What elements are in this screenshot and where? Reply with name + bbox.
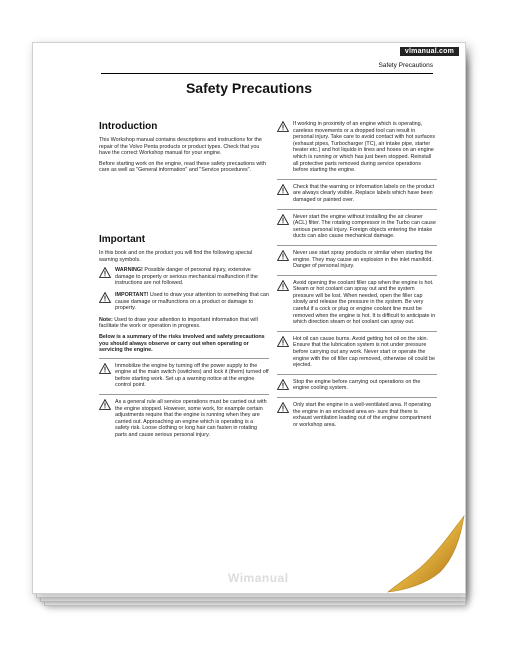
center-watermark: Wimanual: [228, 571, 289, 585]
safety-item: [99, 399, 269, 439]
warning-triangle-icon: [277, 214, 289, 225]
right-column: [277, 121, 437, 433]
intro-paragraph-1: This Workshop manual contains descriptions and instructions for the repair of the Volvo Penta products or product types. Check that you have the correct Workshop manual for your engine.: [99, 137, 262, 157]
safety-item-text: As a general rule all service operations must be carried out with the engine stopped. However, some work, for example certain adjustments require that the engine is running when they are carried out. Approaching an engine which is operating is a safety risk. Loose clothing or long hair can fasten in rotating parts and cause serious personal injury.: [115, 399, 267, 439]
safety-item: [277, 121, 437, 174]
warning-triangle-icon: [277, 402, 289, 413]
warning-triangle-icon: [277, 184, 289, 195]
summary-paragraph: Below is a summary of the risks involved and safety precautions you should always observe or carry out when operating or servicing the engine.: [99, 333, 265, 354]
left-column: [99, 121, 269, 444]
warning-triangle-icon: [277, 379, 289, 390]
safety-item: [277, 214, 437, 240]
safety-item: [277, 379, 437, 392]
important-text: Used to draw your attention to something that can cause damage or malfunctions on a product or damage to property.: [115, 291, 269, 312]
safety-item: [277, 402, 437, 428]
important-label: IMPORTANT!: [115, 291, 149, 298]
warning-triangle-icon: [277, 121, 289, 132]
warning-triangle-icon: [99, 399, 111, 410]
safety-item-text: Only start the engine in a well-ventilated area. If operating the engine in an enclosed area en- sure that there is exhaust ventilation leading out of the engine compartment or workshop area.: [293, 402, 432, 428]
safety-item: [277, 280, 437, 326]
safety-item: [277, 336, 437, 369]
warning-triangle-icon: [99, 267, 111, 278]
safety-item: [277, 250, 437, 270]
safety-item-text: Check that the warning or information labels on the product are always clearly visible. Replace labels which have been damaged or painted over.: [293, 183, 435, 203]
safety-item: [99, 363, 269, 389]
warning-triangle-icon: [99, 363, 111, 374]
safety-item-text: Stop the engine before carrying out operations on the engine cooling system.: [293, 378, 421, 392]
warning-text: Possible danger of personal injury, extensive damage to property or serious mechanical malfunction if the instructions are not followed.: [115, 267, 258, 287]
warning-triangle-icon: [277, 250, 289, 261]
intro-paragraph-2: Before starting work on the engine, read these safety precautions with care as well as "General information" and "Service procedures".: [99, 160, 266, 174]
warning-triangle-icon: [277, 280, 289, 291]
warning-triangle-icon: [99, 292, 111, 303]
important-paragraph: In this book and on the product you will find the following special warning symbols.: [99, 249, 253, 263]
safety-item: [277, 184, 437, 204]
safety-item-text: Avoid opening the coolant filler cap when the engine is hot. Steam or hot coolant can spray out and the system pressure will be lost. When needed, open the filler cap slowly and release the pressure in the system. Be very careful if a cock or plug or engine coolant line must be removed when the engine is hot. It is difficult to anticipate in which direction steam or hot coolant can spray out.: [293, 279, 436, 326]
warning-triangle-icon: [277, 336, 289, 347]
safety-item-text: If working in proximity of an engine which is operating, careless movements or a dropped tool can result in personal injury. Take care to avoid contact with hot surfaces (exhaust pipes, Turbocharger (TC), air intake pipe, starter heater etc.) and hot liquids in lines and hoses on an engine which is running or which has just been stopped. Reinstall all protective parts removed during service operations before starting the engine.: [293, 121, 436, 174]
header-section-title: Safety Precautions: [378, 62, 433, 69]
running-header: [101, 61, 433, 74]
warning-definition: [99, 267, 269, 287]
page-title: Safety Precautions: [185, 80, 313, 96]
important-heading: Important: [99, 233, 146, 245]
note-paragraph: [99, 317, 269, 330]
note-text: Used to draw your attention to important information that will facilitate the work or operation in progress.: [99, 316, 258, 330]
safety-item-text: Never use start spray products or similar when starting the engine. They may cause an explosion in the inlet manifold. Danger of personal injury.: [293, 249, 433, 270]
intro-heading: Introduction: [99, 121, 158, 132]
warning-label: WARNING!: [115, 267, 143, 274]
safety-item-text: Hot oil can cause burns. Avoid getting hot oil on the skin. Ensure that the lubrication system is not under pressure before carrying out any work. Never start or operate the engine with the oil filler cap removed, otherwise oil could be ejected.: [293, 335, 436, 369]
watermark-badge: vlmanual.com: [400, 47, 459, 56]
note-label: Note:: [99, 316, 113, 323]
page-curl-icon: [380, 512, 466, 598]
safety-item-text: Never start the engine without installing the air cleaner (ACL) filter. The rotating compressor in the Turbo can cause serious personal injury. Foreign objects entering the intake ducts can also cause mechanical damage.: [293, 213, 436, 240]
important-definition: [99, 292, 269, 312]
safety-item-text: Immobilize the engine by turning off the power supply to the engine at the main switch (switches) and lock it (them) turned off before starting work. Set up a warning notice at the engine control point.: [115, 362, 269, 389]
